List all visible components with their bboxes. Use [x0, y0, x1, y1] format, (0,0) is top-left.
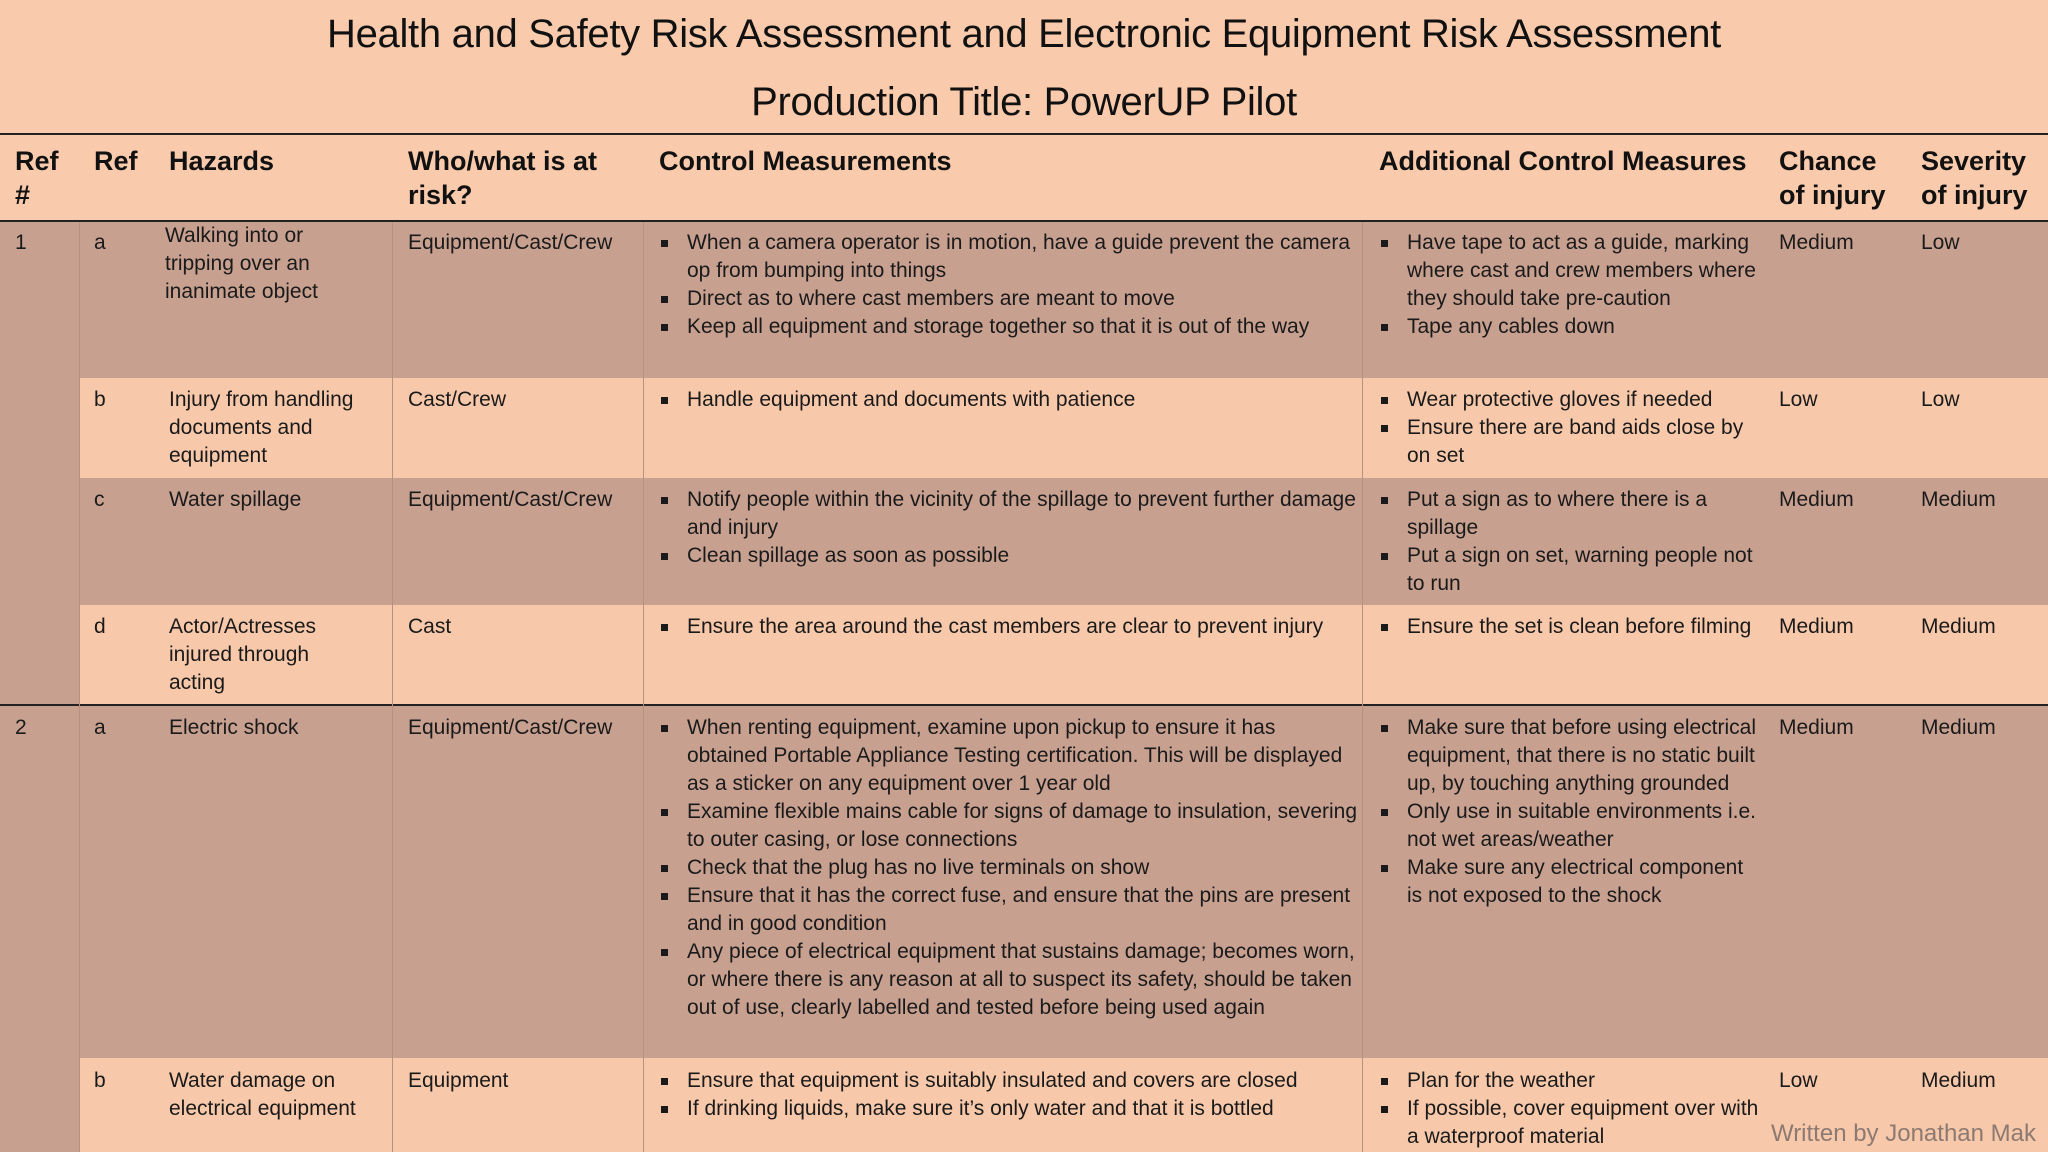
- control-cell: [659, 714, 1359, 1022]
- hazard-cell: Walking into or tripping over an inanimate object: [165, 224, 318, 303]
- page-title: Health and Safety Risk Assessment and Electronic Equipment Risk Assessment: [326, 12, 1721, 56]
- list-item: If drinking liquids, make sure it’s only water and that it is bottled: [659, 1095, 1359, 1123]
- list-item: Examine flexible mains cable for signs of damage to insulation, severing to outer casing, or lose connections: [659, 798, 1359, 854]
- list-item: Notify people within the vicinity of the spillage to prevent further damage and injury: [659, 486, 1359, 542]
- additional-cell: [1379, 229, 1764, 341]
- severity-cell: Medium: [1921, 716, 1996, 739]
- severity-cell: Low: [1921, 388, 1960, 411]
- additional-cell: [1379, 714, 1764, 910]
- control-cell: [659, 1067, 1359, 1123]
- list-item: Ensure the set is clean before filming: [1379, 613, 1764, 641]
- header-severity: Severity of injury: [1921, 146, 2028, 210]
- list-item: Tape any cables down: [1379, 313, 1764, 341]
- control-cell: [659, 229, 1359, 341]
- list-item: Handle equipment and documents with patience: [659, 386, 1359, 414]
- list-item: Put a sign on set, warning people not to run: [1379, 542, 1764, 598]
- header-who-at-risk: Who/what is at risk?: [408, 146, 597, 210]
- list-item: Make sure any electrical component is not exposed to the shock: [1379, 854, 1764, 910]
- list-item: When a camera operator is in motion, have a guide prevent the camera op from bumping into things: [659, 229, 1359, 285]
- list-item: Ensure that equipment is suitably insulated and covers are closed: [659, 1067, 1359, 1095]
- table-top-border: [0, 133, 2048, 135]
- header-chance: Chance of injury: [1779, 146, 1886, 210]
- list-item: Plan for the weather: [1379, 1067, 1764, 1095]
- severity-cell: Medium: [1921, 488, 1996, 511]
- column-separator: [643, 222, 644, 1152]
- header-control-measurements: Control Measurements: [659, 146, 952, 176]
- column-separator: [392, 222, 393, 1152]
- row-ref: c: [94, 488, 105, 511]
- additional-cell: [1379, 386, 1764, 470]
- group-ref-band: [0, 222, 79, 704]
- chance-cell: Low: [1779, 1069, 1818, 1092]
- group-ref: 2: [15, 716, 27, 739]
- list-item: Make sure that before using electrical equipment, that there is no static built up, by touching anything grounded: [1379, 714, 1764, 798]
- severity-cell: Medium: [1921, 1069, 1996, 1092]
- chance-cell: Medium: [1779, 488, 1854, 511]
- severity-cell: Low: [1921, 231, 1960, 254]
- list-item: If possible, cover equipment over with a waterproof material: [1379, 1095, 1764, 1151]
- group-ref-band: [0, 706, 79, 1152]
- who-cell: Equipment/Cast/Crew: [408, 716, 613, 739]
- list-item: When renting equipment, examine upon pickup to ensure it has obtained Portable Appliance Testing certification. This will be displayed as a sticker on any equipment over 1 year old: [659, 714, 1359, 798]
- list-item: Have tape to act as a guide, marking where cast and crew members where they should take pre-caution: [1379, 229, 1764, 313]
- list-item: Wear protective gloves if needed: [1379, 386, 1764, 414]
- row-ref: d: [94, 615, 106, 638]
- author-credit: Written by Jonathan Mak: [1770, 1120, 2036, 1147]
- chance-cell: Medium: [1779, 231, 1854, 254]
- list-item: Keep all equipment and storage together so that it is out of the way: [659, 313, 1359, 341]
- group-ref: 1: [15, 231, 27, 254]
- row-ref: b: [94, 1069, 106, 1092]
- list-item: Ensure the area around the cast members are clear to prevent injury: [659, 613, 1359, 641]
- additional-cell: [1379, 486, 1764, 598]
- list-item: Put a sign as to where there is a spillage: [1379, 486, 1764, 542]
- who-cell: Cast/Crew: [408, 388, 507, 411]
- additional-cell: [1379, 613, 1764, 641]
- control-cell: [659, 613, 1359, 641]
- list-item: Only use in suitable environments i.e. not wet areas/weather: [1379, 798, 1764, 854]
- list-item: Ensure there are band aids close by on set: [1379, 414, 1764, 470]
- row-ref: a: [94, 716, 106, 739]
- who-cell: Cast: [408, 615, 452, 638]
- list-item: Check that the plug has no live terminals on show: [659, 854, 1359, 882]
- hazard-cell: Injury from handling documents and equipment: [169, 388, 354, 467]
- list-item: Ensure that it has the correct fuse, and ensure that the pins are present and in good condition: [659, 882, 1359, 938]
- hazard-cell: Actor/Actresses injured through acting: [169, 615, 317, 694]
- header-ref: Ref: [94, 146, 138, 176]
- chance-cell: Low: [1779, 388, 1818, 411]
- list-item: Any piece of electrical equipment that sustains damage; becomes worn, or where there is any reason at all to suspect its safety, should be taken out of use, clearly labelled and tested before being used again: [659, 938, 1359, 1022]
- hazard-cell: Water damage on electrical equipment: [169, 1069, 356, 1120]
- severity-cell: Medium: [1921, 615, 1996, 638]
- who-cell: Equipment/Cast/Crew: [408, 231, 613, 254]
- header-hazards: Hazards: [169, 146, 275, 176]
- list-item: Clean spillage as soon as possible: [659, 542, 1359, 570]
- row-ref: b: [94, 388, 106, 411]
- who-cell: Equipment: [408, 1069, 509, 1092]
- header-additional-control: Additional Control Measures: [1379, 146, 1747, 176]
- additional-cell: [1379, 1067, 1764, 1151]
- hazard-cell: Water spillage: [169, 488, 302, 511]
- chance-cell: Medium: [1779, 716, 1854, 739]
- hazard-cell: Electric shock: [169, 716, 299, 739]
- chance-cell: Medium: [1779, 615, 1854, 638]
- list-item: Direct as to where cast members are meant to move: [659, 285, 1359, 313]
- column-separator: [79, 222, 80, 1152]
- header-ref-num: Ref #: [15, 146, 59, 210]
- control-cell: [659, 486, 1359, 570]
- control-cell: [659, 386, 1359, 414]
- column-separator: [1362, 222, 1363, 1152]
- who-cell: Equipment/Cast/Crew: [408, 488, 613, 511]
- production-title: Production Title: PowerUP Pilot: [751, 80, 1297, 124]
- row-ref: a: [94, 231, 106, 254]
